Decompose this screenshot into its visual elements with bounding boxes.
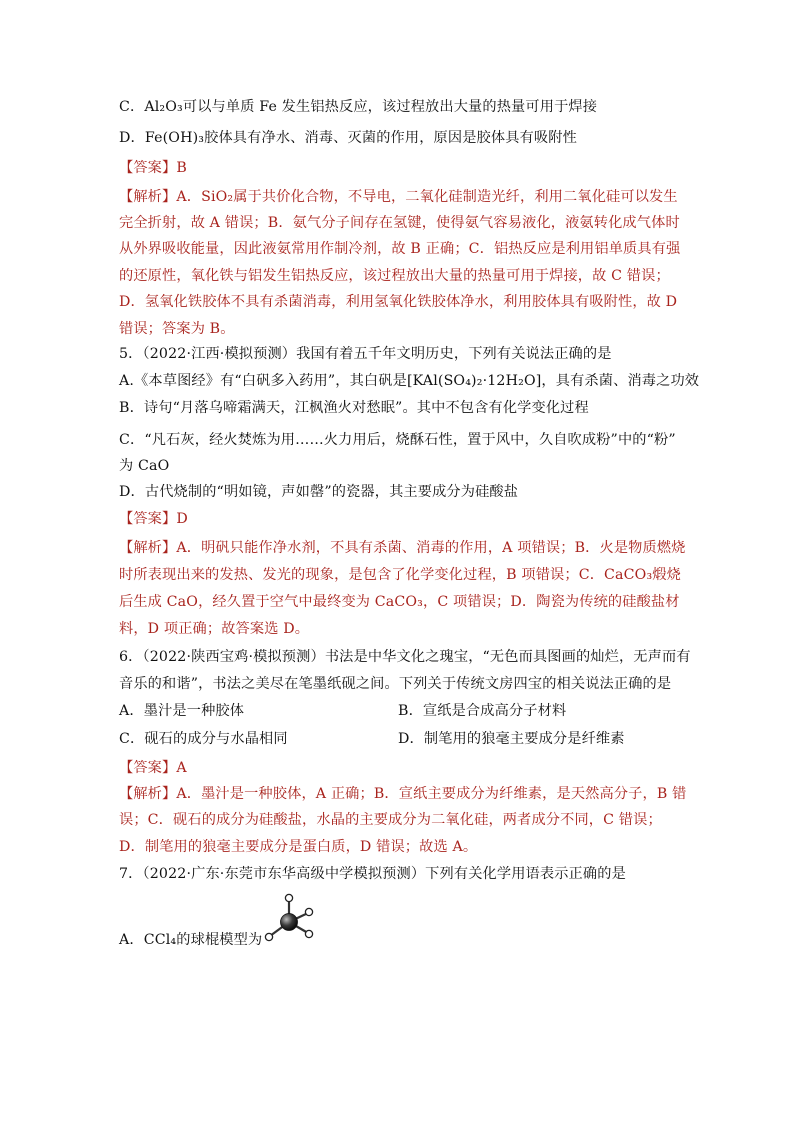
question-6-option-d: D．制笔用的狼毫主要成分是纤维素: [398, 731, 625, 747]
answer-label: 【答案】B: [119, 160, 187, 176]
question-7-stem: 7．（2022·广东·东莞市东华高级中学模拟预测）下列有关化学用语表示正确的是: [119, 866, 626, 882]
question-6-option-b: B．宣纸是合成高分子材料: [398, 703, 567, 719]
answer-label: 【答案】A: [119, 760, 187, 776]
question-5-stem: 5．（2022·江西·模拟预测）我国有着五千年文明历史，下列有关说法正确的是: [119, 346, 612, 362]
explanation-line: 【解析】A．SiO₂属于共价化合物，不导电，二氧化硅制造光纤，利用二氧化硅可以发生: [119, 189, 678, 205]
explanation-line: 料，D 项正确；故答案选 D。: [119, 621, 310, 637]
question-6-stem-cont: 音乐的和谐”，书法之美尽在笔墨纸砚之间。下列关于传统文房四宝的相关说法正确的是: [119, 676, 672, 692]
question-6-option-c: C．砚石的成分与水晶相同: [119, 731, 288, 747]
option-c-line: C．Al₂O₃可以与单质 Fe 发生铝热反应，该过程放出大量的热量可用于焊接: [119, 99, 598, 115]
explanation-line: 从外界吸收能量，因此液氨常用作制冷剂，故 B 正确；C．铝热反应是利用铝单质具有强: [119, 241, 681, 257]
explanation-line: 错误；答案为 B。: [119, 321, 235, 337]
explanation-line: D．制笔用的狼毫主要成分是蛋白质，D 错误；故选 A。: [119, 839, 478, 855]
question-7-option-a: A．CCl₄的球棍模型为: [119, 932, 263, 948]
explanation-line: 的还原性，氧化铁与铝发生铝热反应，该过程放出大量的热量可用于焊接，故 C 错误；: [119, 268, 670, 284]
question-5-option-b: B．诗句“月落乌啼霜满天，江枫渔火对愁眠”。其中不包含有化学变化过程: [119, 400, 589, 416]
explanation-line: 完全折射，故 A 错误；B．氨气分子间存在氢键，使得氨气容易液化，液氨转化成气体时: [119, 215, 680, 231]
explanation-line: 时所表现出来的发热、发光的现象，是包含了化学变化过程，B 项错误；C．CaCO₃煅烧: [119, 567, 681, 583]
answer-label: 【答案】D: [119, 511, 188, 527]
question-5-option-c: C．“凡石灰，经火焚炼为用……火力用后，烧酥石性，置于风中，久自吹成粉”中的“粉”: [119, 432, 676, 448]
explanation-line: 【解析】A．墨汁是一种胶体，A 正确；B．宣纸主要成分为纤维素，是天然高分子，B 错: [119, 786, 687, 802]
question-6-option-a: A．墨汁是一种胶体: [119, 703, 245, 719]
question-5-option-a: A.《本草图经》有“白矾多入药用”，其白矾是[KAl(SO₄)₂·12H₂O]，具有杀菌、消毒之功效: [119, 373, 700, 389]
explanation-line: 【解析】A．明矾只能作净水剂，不具有杀菌、消毒的作用，A 项错误；B．火是物质燃烧: [119, 540, 686, 556]
question-5-option-d: D．古代烧制的“明如镜，声如罄”的瓷器，其主要成分为硅酸盐: [119, 484, 519, 500]
explanation-line: D．氢氧化铁胶体不具有杀菌消毒，利用氢氧化铁胶体净水，利用胶体具有吸附性，故 D: [119, 294, 678, 310]
explanation-line: 后生成 CaO，经久置于空气中最终变为 CaCO₃，C 项错误；D．陶瓷为传统的硅酸盐材: [119, 594, 680, 610]
explanation-line: 误；C．砚石的成分为硅酸盐，水晶的主要成分为二氧化硅，两者成分不同，C 错误；: [119, 812, 662, 828]
option-d-line: D．Fe(OH)₃胶体具有净水、消毒、灭菌的作用，原因是胶体具有吸附性: [119, 130, 577, 146]
question-6-stem: 6．（2022·陕西宝鸡·模拟预测）书法是中华文化之瑰宝，“无色而具图画的灿烂，无声而有: [119, 649, 691, 665]
ccl4-ball-stick-model-icon: [262, 892, 318, 954]
question-5-option-c-cont: 为 CaO: [119, 458, 170, 474]
